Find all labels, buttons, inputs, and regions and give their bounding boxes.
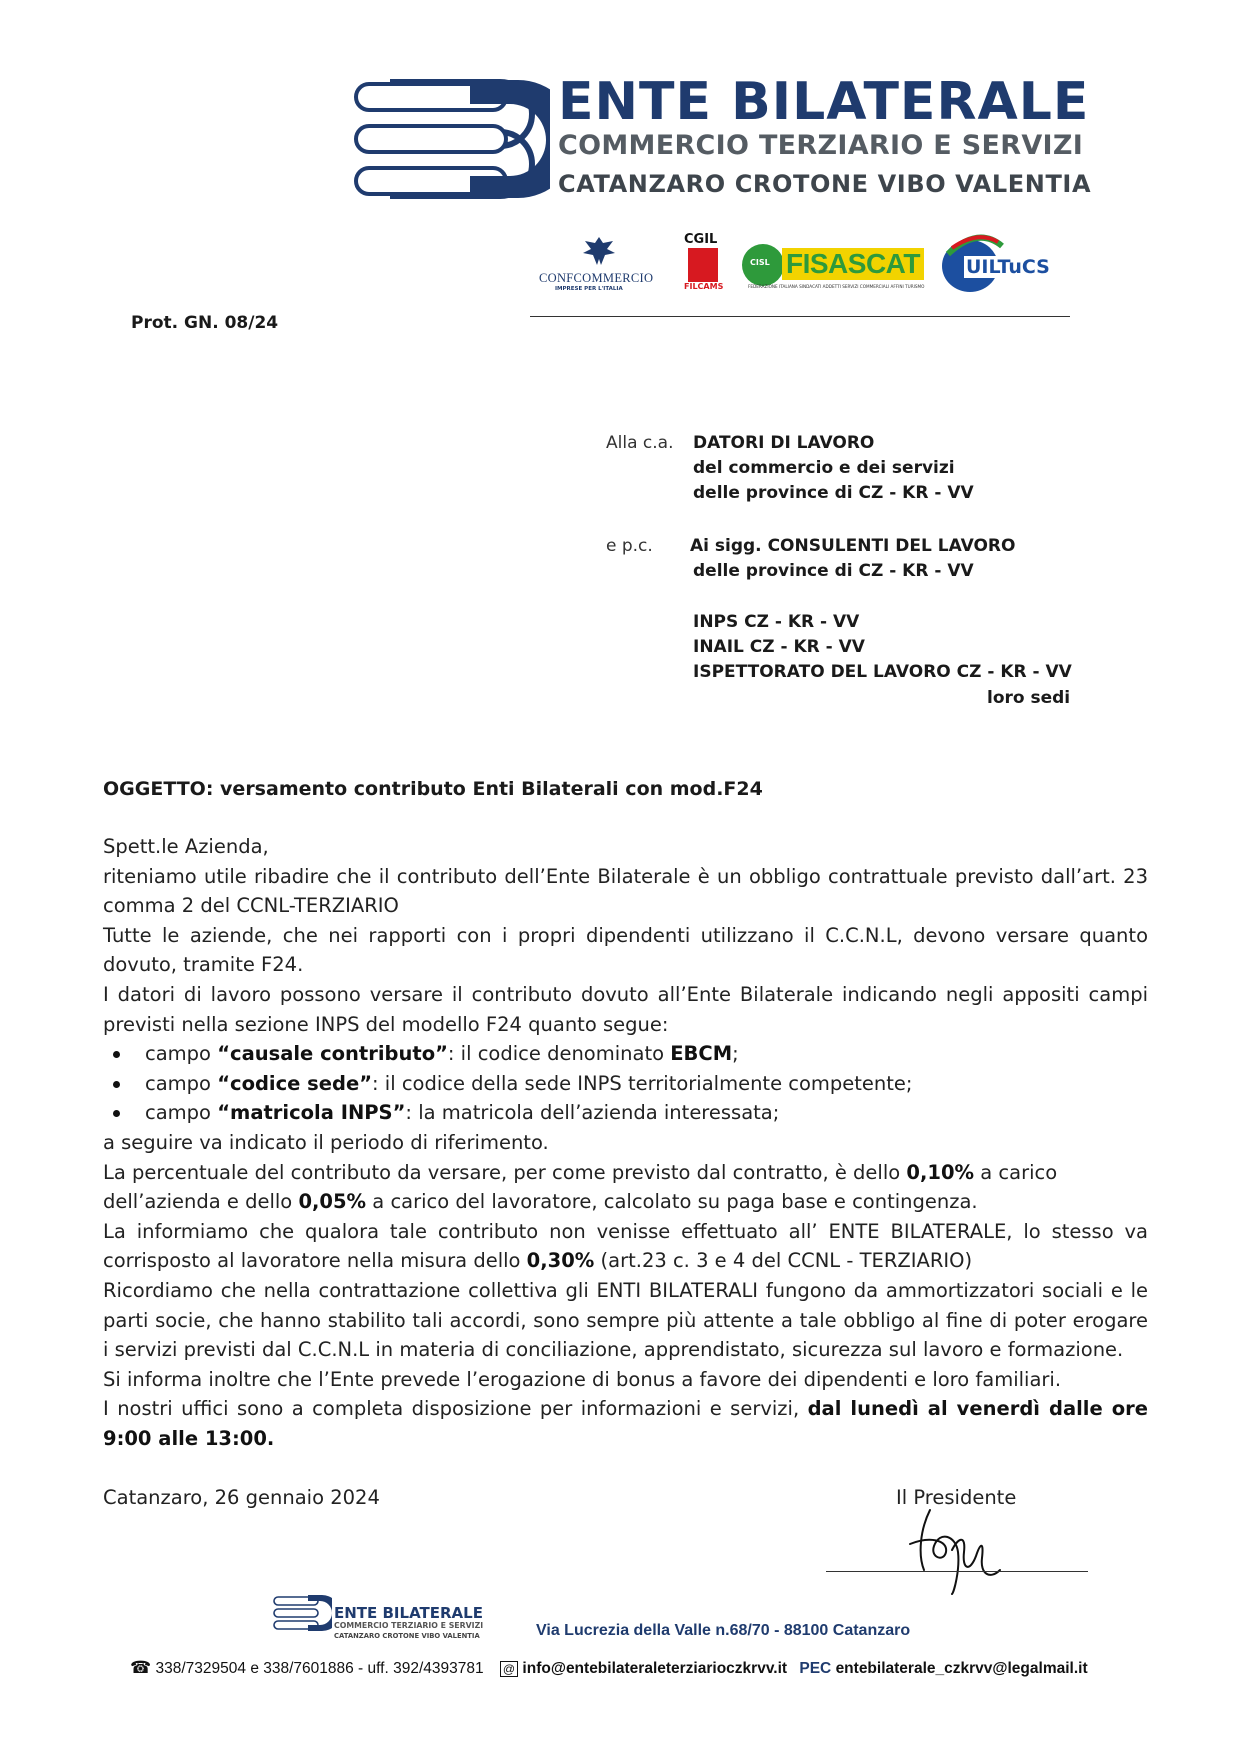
phone-icon: ☎ <box>130 1658 152 1677</box>
brand-subtitle-provinces: CATANZARO CROTONE VIBO VALENTIA <box>558 170 1092 198</box>
eagle-icon <box>579 235 619 267</box>
paragraph-bonus: Si informa inoltre che l’Ente prevede l’erogazione di bonus a favore dei dipendenti e loro familiari. <box>103 1367 1062 1391</box>
uiltucs-logo <box>938 232 1064 294</box>
inst-line-3: ISPETTORATO DEL LAVORO CZ - KR - VV <box>693 662 1072 682</box>
footer-brand-provinces: CATANZARO CROTONE VIBO VALENTIA <box>334 1632 480 1640</box>
penalty-rate: 0,30% <box>526 1249 595 1273</box>
signer-title: Il Presidente <box>896 1486 1017 1509</box>
cc-line-2: delle province di CZ - KR - VV <box>693 561 974 581</box>
field-name: “causale contributo” <box>217 1042 448 1066</box>
letter-body <box>103 832 1148 1453</box>
ente-bilaterale-logo-mark <box>350 76 550 202</box>
cc-label: e p.c. <box>606 536 653 556</box>
paragraph-percentage: La percentuale del contributo da versare, per come previsto dal contratto, è dello 0,10% a carico dell’azienda e dello 0,05% a carico del lavoratore, calcolato su paga base e contingenza. <box>103 1160 1058 1214</box>
employer-rate: 0,10% <box>906 1160 975 1184</box>
paragraph-office-hours: I nostri uffici sono a completa disposizione per informazioni e servizi, dal lunedì al venerdì dalle ore 9:00 alle 13:00. <box>103 1397 1148 1450</box>
paragraph-period: a seguire va indicato il periodo di riferimento. <box>103 1130 549 1154</box>
filcams-label: FILCAMS <box>684 282 724 291</box>
confcommercio-name: CONFCOMMERCIO <box>539 271 654 285</box>
place-date: Catanzaro, 26 gennaio 2024 <box>103 1486 380 1509</box>
field-name: “codice sede” <box>217 1071 373 1095</box>
fisascat-label: FISASCAT <box>782 248 924 280</box>
pec-label: PEC <box>799 1660 832 1677</box>
bullet-icon <box>113 1081 120 1088</box>
handwritten-signature <box>900 1500 1010 1596</box>
loro-sedi: loro sedi <box>987 688 1071 708</box>
fisascat-logo <box>742 244 925 292</box>
inst-line-1: INPS CZ - KR - VV <box>693 612 860 632</box>
signature-line <box>826 1571 1088 1572</box>
footer-address: Via Lucrezia della Valle n.68/70 - 88100 Catanzaro <box>536 1622 911 1639</box>
footer-logo-mark <box>272 1594 332 1632</box>
paragraph-collective-bargaining: Ricordiamo che nella contrattazione collettiva gli ENTI BILATERALI fungono da ammortizzatori sociali e le parti socie, che hanno stabilito tali accordi, sono sempre più attente a tale obbligo al fine di poter erogare i servizi previsti dal C.C.N.L in materia di conciliazione, apprendistato, sicurezza sul lavoro e formazione. <box>103 1278 1148 1362</box>
paragraph-obligation: riteniamo utile ribadire che il contributo dell’Ente Bilaterale è un obbligo contrattuale previsto dall’art. 23 comma 2 del CCNL-TERZIARIO <box>103 864 1148 918</box>
brand-subtitle-sector: COMMERCIO TERZIARIO E SERVIZI <box>558 130 1084 161</box>
email-icon: @ <box>500 1661 518 1677</box>
cgil-label: CGIL <box>684 232 718 247</box>
paragraph-penalty: La informiamo che qualora tale contributo non venisse effettuato all’ ENTE BILATERALE, lo stesso va corrisposto al lavoratore nella misura dello 0,30% (art.23 c. 3 e 4 del CCNL - TERZIARIO) <box>103 1219 1148 1273</box>
f24-field-list <box>103 1039 1148 1128</box>
cc-line-1: Ai sigg. CONSULENTI DEL LAVORO <box>690 536 1016 556</box>
paragraph-all-companies: Tutte le aziende, che nei rapporti con i propri dipendenti utilizzano il C.C.N.L, devono versare quanto dovuto, tramite F24. <box>103 923 1148 977</box>
confcommercio-logo <box>533 235 665 295</box>
office-hours: dal lunedì al venerdì dalle ore 9:00 alle 13:00. <box>103 1397 1148 1450</box>
bullet-icon <box>113 1110 120 1117</box>
header-divider <box>530 316 1070 317</box>
list-item: campo “matricola INPS”: la matricola dell’azienda interessata; <box>145 1098 1148 1128</box>
bullet-icon <box>113 1051 120 1058</box>
brand-title: ENTE BILATERALE <box>558 72 1090 132</box>
to-line-1: DATORI DI LAVORO <box>693 433 875 453</box>
cisl-label: CISL <box>750 258 770 267</box>
pec-link[interactable]: entebilaterale_czkrvv@legalmail.it <box>835 1660 1088 1677</box>
ebcm-code: EBCM <box>670 1042 733 1066</box>
to-line-2: del commercio e dei servizi <box>693 458 955 478</box>
inst-line-2: INAIL CZ - KR - VV <box>693 637 865 657</box>
protocol-number: Prot. GN. 08/24 <box>131 313 279 333</box>
to-line-3: delle province di CZ - KR - VV <box>693 483 974 503</box>
fisascat-tagline: FEDERAZIONE ITALIANA SINDACATI ADDETTI SERVIZI COMMERCIALI AFFINI TURISMO <box>748 284 925 289</box>
footer-brand-sector: COMMERCIO TERZIARIO E SERVIZI <box>334 1621 484 1630</box>
to-label: Alla c.a. <box>606 433 674 453</box>
cgil-filcams-logo <box>682 232 728 294</box>
list-item: campo “causale contributo”: il codice denominato EBCM; <box>145 1039 1148 1069</box>
footer-contacts <box>130 1658 1088 1678</box>
worker-rate: 0,05% <box>298 1190 367 1214</box>
paragraph-f24-fields: I datori di lavoro possono versare il contributo dovuto all’Ente Bilaterale indicando negli appositi campi previsti nella sezione INPS del modello F24 quanto segue: <box>103 982 1148 1036</box>
footer-brand-title: ENTE BILATERALE <box>334 1604 483 1622</box>
confcommercio-tagline: IMPRESE PER L'ITALIA <box>555 286 623 292</box>
email-link[interactable]: info@entebilateraleterziarioczkrvv.it <box>522 1660 788 1677</box>
list-item: campo “codice sede”: il codice della sede INPS territorialmente competente; <box>145 1069 1148 1099</box>
phone-numbers: 338/7329504 e 338/7601886 - uff. 392/4393781 <box>155 1660 484 1677</box>
greeting: Spett.le Azienda, <box>103 835 269 858</box>
subject-line: OGGETTO: versamento contributo Enti Bilaterali con mod.F24 <box>103 778 763 800</box>
uiltucs-label: UILTuCS <box>966 256 1050 278</box>
field-name: “matricola INPS” <box>217 1101 406 1125</box>
